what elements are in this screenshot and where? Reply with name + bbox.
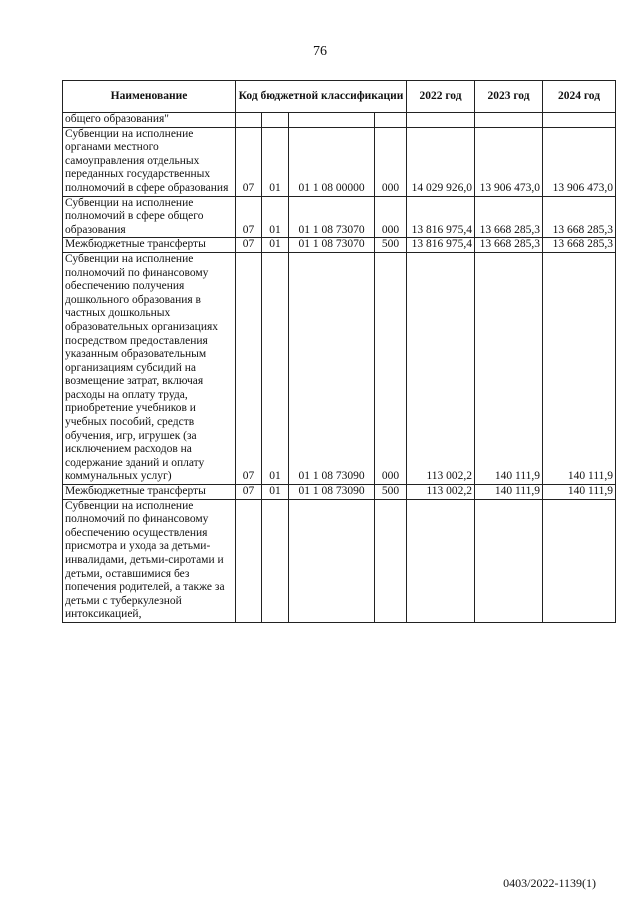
cell-expense-type — [375, 113, 407, 128]
cell-amount-2024 — [543, 499, 616, 622]
cell-amount-2023: 13 906 473,0 — [475, 127, 543, 196]
cell-name: Субвенции на исполнение полномочий по финансовому обеспечению получения дошкольного образования в частных дошкольных образовательных организациях посредством предоставления указанным образовательным организациям субсидий на возмещение затрат, включая расходы на оплату труда, приобретение учебников и учебных пособий, средств обучения, игр, игрушек (за исключением расходов на содержание зданий и оплату коммунальных услуг) — [63, 252, 236, 484]
cell-name: Межбюджетные трансферты — [63, 238, 236, 253]
cell-subsection: 01 — [262, 238, 289, 253]
cell-amount-2023: 140 111,9 — [475, 252, 543, 484]
cell-expense-type: 500 — [375, 238, 407, 253]
table-header-row — [63, 81, 616, 113]
cell-target-article: 01 1 08 73070 — [289, 196, 375, 238]
cell-amount-2024: 140 111,9 — [543, 485, 616, 500]
cell-subsection: 01 — [262, 127, 289, 196]
cell-amount-2023: 13 668 285,3 — [475, 238, 543, 253]
table-row — [63, 113, 616, 128]
cell-section — [236, 499, 262, 622]
cell-section: 07 — [236, 127, 262, 196]
cell-name: Субвенции на исполнение полномочий по финансовому обеспечению осуществления присмотра и ухода за детьми-инвалидами, детьми-сиротами и детьми, оставшимися без попечения родителей, а также за детьми с туберкулезной интоксикацией, — [63, 499, 236, 622]
table-row — [63, 196, 616, 238]
cell-amount-2023: 140 111,9 — [475, 485, 543, 500]
cell-amount-2022: 113 002,2 — [407, 485, 475, 500]
header-2023: 2023 год — [475, 81, 543, 113]
cell-expense-type: 000 — [375, 196, 407, 238]
budget-table — [62, 80, 616, 623]
cell-target-article — [289, 499, 375, 622]
cell-section: 07 — [236, 196, 262, 238]
cell-expense-type: 500 — [375, 485, 407, 500]
cell-section: 07 — [236, 238, 262, 253]
cell-amount-2022 — [407, 499, 475, 622]
cell-name: Субвенции на исполнение органами местного самоуправления отдельных переданных государственных полномочий в сфере образования — [63, 127, 236, 196]
cell-target-article: 01 1 08 00000 — [289, 127, 375, 196]
cell-target-article: 01 1 08 73090 — [289, 252, 375, 484]
table-row — [63, 499, 616, 622]
cell-amount-2023 — [475, 113, 543, 128]
document-code: 0403/2022-1139(1) — [503, 876, 596, 890]
table-row — [63, 485, 616, 500]
cell-amount-2022: 13 816 975,4 — [407, 196, 475, 238]
cell-amount-2023 — [475, 499, 543, 622]
cell-expense-type — [375, 499, 407, 622]
header-budget-code: Код бюджетной классификации — [236, 81, 407, 113]
cell-name: Межбюджетные трансферты — [63, 485, 236, 500]
cell-subsection: 01 — [262, 196, 289, 238]
page-number: 76 — [313, 44, 327, 59]
cell-amount-2024 — [543, 113, 616, 128]
cell-target-article — [289, 113, 375, 128]
cell-amount-2024: 13 668 285,3 — [543, 238, 616, 253]
cell-name: Субвенции на исполнение полномочий в сфере общего образования — [63, 196, 236, 238]
cell-section: 07 — [236, 485, 262, 500]
table-row — [63, 238, 616, 253]
cell-section: 07 — [236, 252, 262, 484]
cell-subsection: 01 — [262, 252, 289, 484]
cell-section — [236, 113, 262, 128]
header-name: Наименование — [63, 81, 236, 113]
cell-subsection: 01 — [262, 485, 289, 500]
cell-subsection — [262, 113, 289, 128]
header-2024: 2024 год — [543, 81, 616, 113]
cell-amount-2022: 13 816 975,4 — [407, 238, 475, 253]
cell-target-article: 01 1 08 73090 — [289, 485, 375, 500]
cell-expense-type: 000 — [375, 252, 407, 484]
cell-subsection — [262, 499, 289, 622]
table-row — [63, 127, 616, 196]
cell-amount-2024: 13 906 473,0 — [543, 127, 616, 196]
cell-target-article: 01 1 08 73070 — [289, 238, 375, 253]
cell-amount-2022: 14 029 926,0 — [407, 127, 475, 196]
cell-expense-type: 000 — [375, 127, 407, 196]
cell-amount-2024: 140 111,9 — [543, 252, 616, 484]
cell-amount-2023: 13 668 285,3 — [475, 196, 543, 238]
cell-amount-2022: 113 002,2 — [407, 252, 475, 484]
cell-amount-2022 — [407, 113, 475, 128]
cell-name: общего образования" — [63, 113, 236, 128]
header-2022: 2022 год — [407, 81, 475, 113]
cell-amount-2024: 13 668 285,3 — [543, 196, 616, 238]
table-row — [63, 252, 616, 484]
